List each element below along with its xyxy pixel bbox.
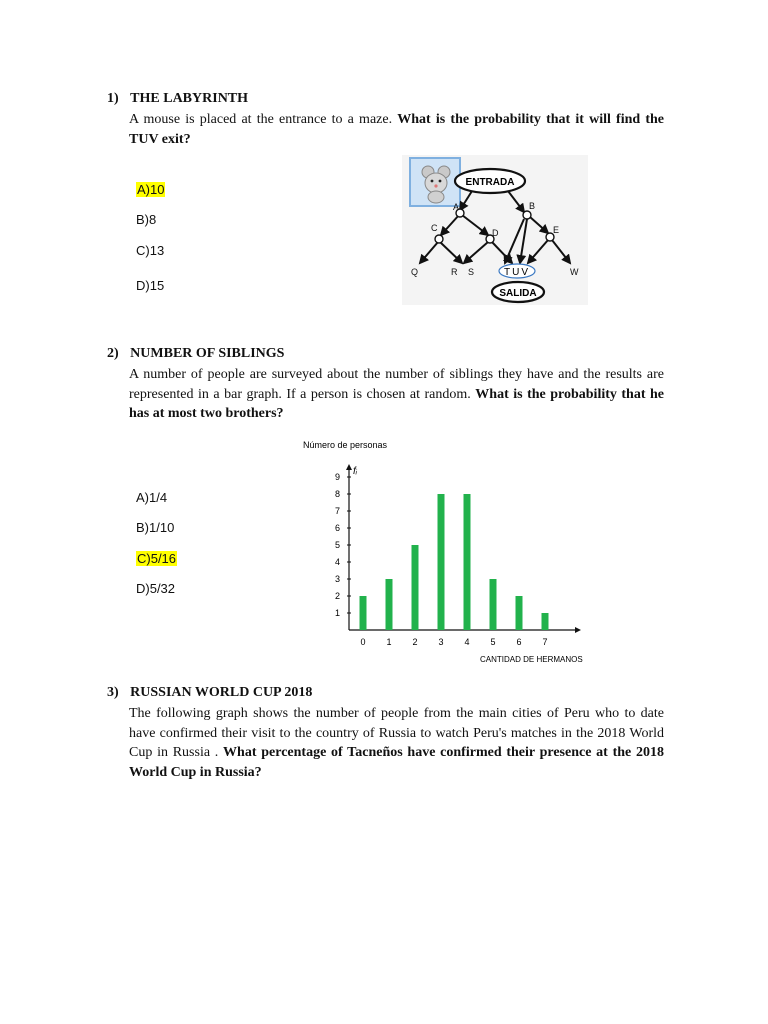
maze-end-s: S: [468, 267, 475, 277]
q1-option-d[interactable]: [136, 278, 164, 293]
q3-paragraph: [129, 704, 664, 782]
q2-title: NUMBER OF SIBLINGS: [130, 346, 285, 361]
q3-title: RUSSIAN WORLD CUP 2018: [130, 685, 313, 700]
q3-text: The following graph shows the number of people from the main cities of Peru who to date have confirmed their visit to the country of Russia to watch Peru's matches in the 2018 World Cup in Russia .: [129, 706, 664, 760]
chart-x-tick-label: 3: [438, 637, 444, 647]
q3-question: What percentage of Tacneños have confirmed their presence at the 2018 World Cup in Russia?: [129, 745, 664, 780]
maze-label-a: A: [453, 202, 460, 212]
q2-option-d-label: D)5/32: [136, 581, 176, 596]
siblings-bar-chart: [295, 434, 595, 670]
q2-option-b[interactable]: [136, 520, 174, 535]
maze-label-d: D: [492, 228, 499, 238]
q1-header: [107, 91, 248, 107]
chart-y-tick-label: 2: [334, 591, 340, 601]
chart-x-tick-label: 4: [464, 637, 470, 647]
maze-end-r: R: [451, 267, 458, 277]
chart-y-axis-arrow: [346, 464, 352, 470]
chart-x-tick-label: 5: [490, 637, 496, 647]
q2-paragraph: [129, 365, 664, 424]
maze-end-w: W: [570, 267, 579, 277]
q1-option-a[interactable]: [136, 182, 165, 197]
chart-bar-4: [464, 494, 471, 630]
q2-option-c-label: C)5/16: [137, 551, 177, 566]
mouse-icon: [410, 158, 460, 206]
chart-x-tick-label: 7: [542, 637, 548, 647]
q1-option-d-label: D)15: [136, 278, 165, 293]
chart-bar-5: [490, 579, 497, 630]
maze-exit-label: SALIDA: [499, 288, 537, 299]
q1-question: What is the probability that it will find the TUV exit?: [129, 112, 664, 147]
maze-label-b: B: [529, 201, 536, 211]
q2-number: 2): [107, 346, 119, 361]
maze-entrance-label: ENTRADA: [465, 177, 515, 188]
q2-option-a-label: A)1/4: [136, 490, 168, 505]
q2-header: [107, 346, 284, 362]
chart-y-tick-label: 6: [334, 523, 340, 533]
q3-header: [107, 685, 312, 701]
chart-y-ticks: [335, 472, 351, 618]
chart-y-tick-label: 3: [334, 574, 340, 584]
q2-option-b-label: B)1/10: [136, 520, 175, 535]
q1-option-b[interactable]: [136, 212, 156, 227]
q1-option-c[interactable]: [136, 243, 164, 258]
chart-bars: [360, 494, 549, 630]
chart-title: Número de personas: [303, 440, 388, 450]
chart-y-tick-label: 8: [334, 489, 340, 499]
chart-y-tick-label: 1: [334, 608, 340, 618]
maze-label-c: C: [431, 223, 438, 233]
chart-bar-0: [360, 596, 367, 630]
q1-option-a-label: A)10: [137, 182, 165, 197]
chart-y-tick-label: 7: [334, 506, 340, 516]
chart-bar-6: [516, 596, 523, 630]
chart-x-tick-label: 0: [360, 637, 366, 647]
chart-x-axis-arrow: [575, 627, 581, 633]
q1-number: 1): [107, 91, 119, 106]
q2-option-d[interactable]: [136, 581, 175, 596]
chart-bar-7: [542, 613, 549, 630]
maze-tuv-label: TUV: [504, 267, 530, 278]
chart-bar-2: [412, 545, 419, 630]
chart-xlabel: CANTIDAD DE HERMANOS: [480, 655, 583, 664]
chart-x-ticks: [360, 637, 547, 647]
q2-text: A number of people are surveyed about the number of siblings they have and the results are represented in a bar graph. If a person is chosen at random.: [129, 367, 664, 402]
maze-diagram: [402, 155, 588, 305]
q2-question: What is the probability that he has at most two brothers?: [129, 386, 664, 421]
q1-paragraph: [129, 110, 664, 149]
q1-title: THE LABYRINTH: [130, 91, 249, 106]
chart-ylabel-symbol: fᵢ: [353, 466, 358, 477]
q1-option-c-label: C)13: [136, 243, 165, 258]
maze-node-c: [435, 235, 443, 243]
chart-x-tick-label: 6: [516, 637, 522, 647]
q2-option-a[interactable]: [136, 490, 167, 505]
maze-node-b: [523, 211, 531, 219]
q2-option-c[interactable]: [136, 551, 177, 566]
q1-text: A mouse is placed at the entrance to a maze.: [129, 112, 398, 127]
chart-y-tick-label: 4: [334, 557, 340, 567]
chart-bar-1: [386, 579, 393, 630]
chart-bar-3: [438, 494, 445, 630]
chart-y-tick-label: 5: [334, 540, 340, 550]
maze-end-q: Q: [411, 267, 419, 277]
chart-x-tick-label: 2: [412, 637, 418, 647]
q1-option-b-label: B)8: [136, 212, 157, 227]
q3-number: 3): [107, 685, 119, 700]
chart-y-tick-label: 9: [334, 472, 340, 482]
chart-x-tick-label: 1: [386, 637, 392, 647]
maze-label-e: E: [553, 225, 560, 235]
